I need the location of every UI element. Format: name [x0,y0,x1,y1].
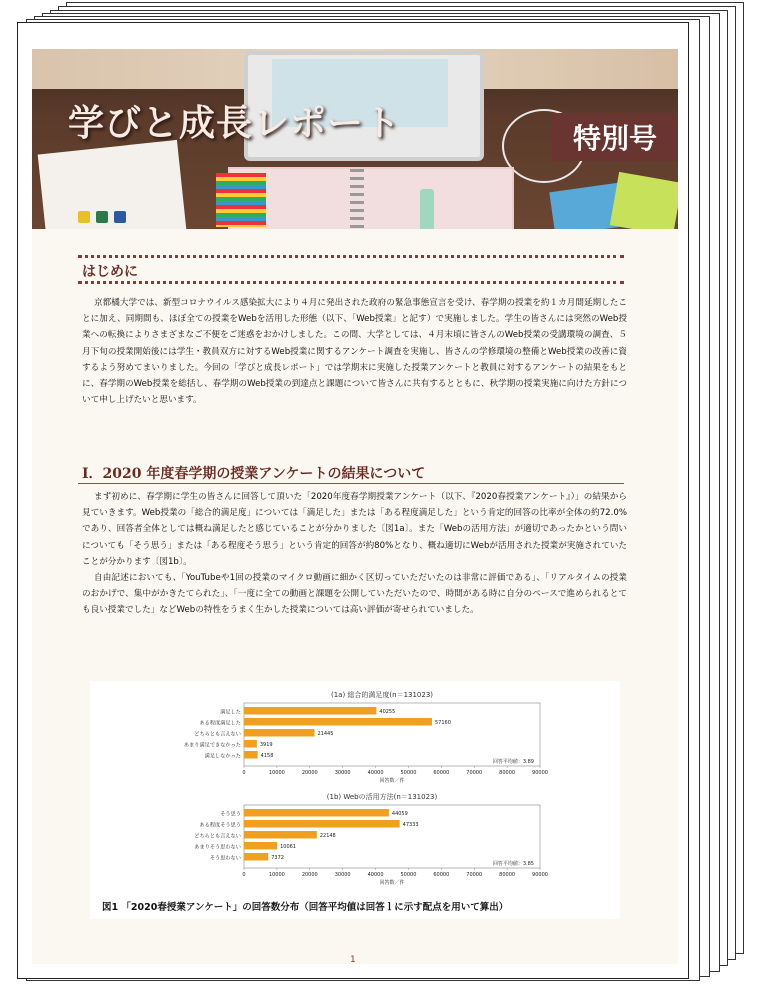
intro-paragraph: 京都橘大学では、新型コロナウイルス感染拡大により４月に発出された政府の緊急事態宣言を受け、春学期の授業を約１カ月間延期したことに加え、同期間も、ほぼ全ての授業をWebを活用した形態（以下、「Web授業」と記す）で実施しました。学生の皆さんには突然のWeb授業への転換によりさまざまなご不便をご迷惑をおかけしました。この間、大学としては、４月末頃に皆さんのWeb授業の受講環境の調査、５月下旬の授業開始後には学生・教員双方に対するWeb授業に関するアンケート調査を実施し、皆さんの学修環境の整備とWeb授業の改善に資するよう努めてまいりました。今回の「学びと成長レポート」では学期末に実施した授業アンケートと教員に対するアンケートの結果をもとに、春学期のWeb授業を総括し、春学期のWeb授業の到達点と課題について皆さんに共有するとともに、秋学期の授業実施に向けた方針について申し上げたいと思います。 [82,298,627,406]
x-tick-label: 90000 [532,770,548,776]
data-label: 4158 [260,753,274,759]
chart-title: (1a) 総合的満足度(n＝131023) [330,691,434,699]
section1-body [82,489,627,619]
report-title: 学びと成長レポート [68,102,402,144]
binder-clip [114,211,126,223]
notebook-illustration [38,140,187,229]
x-tick-label: 50000 [400,872,417,878]
section1-paragraph: 自由記述においても、「YouTubeや1回の授業のマイクロ動画に細かく区切っていただいたのは非常に評価である」、「リアルタイムの授業のおかげで、集中がかきたてられた」、「一度に全ての動画と課題を公開していただいたので、時間がある時に自分のペースで進められるとても良い授業でした」などWebの特性をうまく生かした授業については高い評価が寄せられていました。 [82,573,627,616]
section1-heading: Ⅰ．2020 年度春学期の授業アンケートの結果について [82,466,426,482]
pen-illustration [420,189,434,229]
data-label: 3919 [259,742,273,748]
intro-heading: はじめに [82,264,138,280]
bar [244,718,432,726]
bar [244,707,376,715]
data-label: 10061 [280,844,296,850]
data-label: 47333 [402,822,419,828]
data-label: 40255 [379,709,396,715]
x-tick-label: 0 [242,770,246,776]
x-tick-label: 70000 [466,770,483,776]
category-label: ある程度満足した [199,720,241,727]
x-axis-label: 回答数／件 [379,778,405,784]
figure-1 [90,681,620,919]
x-tick-label: 60000 [433,872,450,878]
x-tick-label: 10000 [268,872,285,878]
dotted-divider [78,281,624,284]
category-label: どちらとも言えない [194,731,241,738]
data-label: 22148 [319,833,336,839]
bar [244,820,400,828]
data-label: 7372 [271,855,284,861]
x-tick-label: 30000 [334,770,351,776]
page-content [32,49,678,964]
bar [244,751,258,759]
figure-caption: 図1 「2020春授業アンケート」の回答数分布（回答平均値は回答ｌに示す配点を用いて算出） [102,902,509,913]
bar [244,740,257,748]
figure-1-charts [90,681,620,919]
report-page [17,22,689,979]
category-label: どちらとも言えない [194,833,241,840]
bar [244,842,277,850]
chart-annotation: 回答平均値：3.85 [492,861,534,867]
dotted-divider [78,255,624,258]
header-banner [32,49,678,229]
category-label: ある程度そう思う [199,822,241,829]
chart-annotation: 回答平均値：3.89 [492,759,534,765]
binder-clip [78,211,90,223]
x-tick-label: 70000 [466,872,483,878]
x-tick-label: 20000 [301,872,318,878]
x-tick-label: 40000 [367,872,384,878]
section1-paragraph: まず初めに、春学期に学生の皆さんに回答して頂いた「2020年度春学期授業アンケート（以下、『2020春授業アンケート』）」の結果から見ていきます。Web授業の「総合的満足度」については「満足した」または「ある程度満足した」という肯定的回答の比率が全体の約72.0%であり、回答者全体としては概ね満足したと感じていることが分かりました〔図1a〕。また「Webの活用方法」が適切であったかという問いについても「そう思う」または「ある程度そう思う」という肯定的回答が約80%となり、概ね適切にWebが活用された授業が実施されていたことが分かります〔図1b〕。 [82,492,627,567]
x-axis-label: 回答数／件 [379,880,405,886]
data-label: 21445 [317,731,334,737]
category-label: そう思う [220,811,241,818]
category-label: あまりそう思わない [194,844,241,851]
planner-illustration [228,167,514,229]
x-tick-label: 20000 [301,770,318,776]
x-tick-label: 30000 [334,872,351,878]
x-tick-label: 80000 [499,872,516,878]
x-tick-label: 80000 [499,770,516,776]
category-label: あまり満足できなかった [183,742,241,749]
data-label: 57160 [434,720,451,726]
x-tick-label: 50000 [400,770,417,776]
heading-underline [78,483,624,484]
page-number: 1 [350,955,356,964]
special-issue-badge: 特別号 [552,113,678,161]
category-label: そう思わない [209,855,241,862]
bar [244,809,389,817]
chart-title: (1b) Webの活用方法(n＝131023) [326,793,438,801]
data-label: 44059 [391,811,408,817]
sticky-tabs-illustration [216,173,266,227]
bar [244,853,268,861]
intro-body [82,295,627,408]
postit-green [610,172,678,229]
category-label: 満足しなかった [204,753,241,760]
category-label: 満足した [220,709,241,716]
x-tick-label: 10000 [268,770,285,776]
x-tick-label: 90000 [532,872,548,878]
x-tick-label: 0 [242,872,246,878]
bar [244,729,315,737]
binder-clip [96,211,108,223]
x-tick-label: 60000 [433,770,450,776]
x-tick-label: 40000 [367,770,384,776]
bar [244,831,317,839]
